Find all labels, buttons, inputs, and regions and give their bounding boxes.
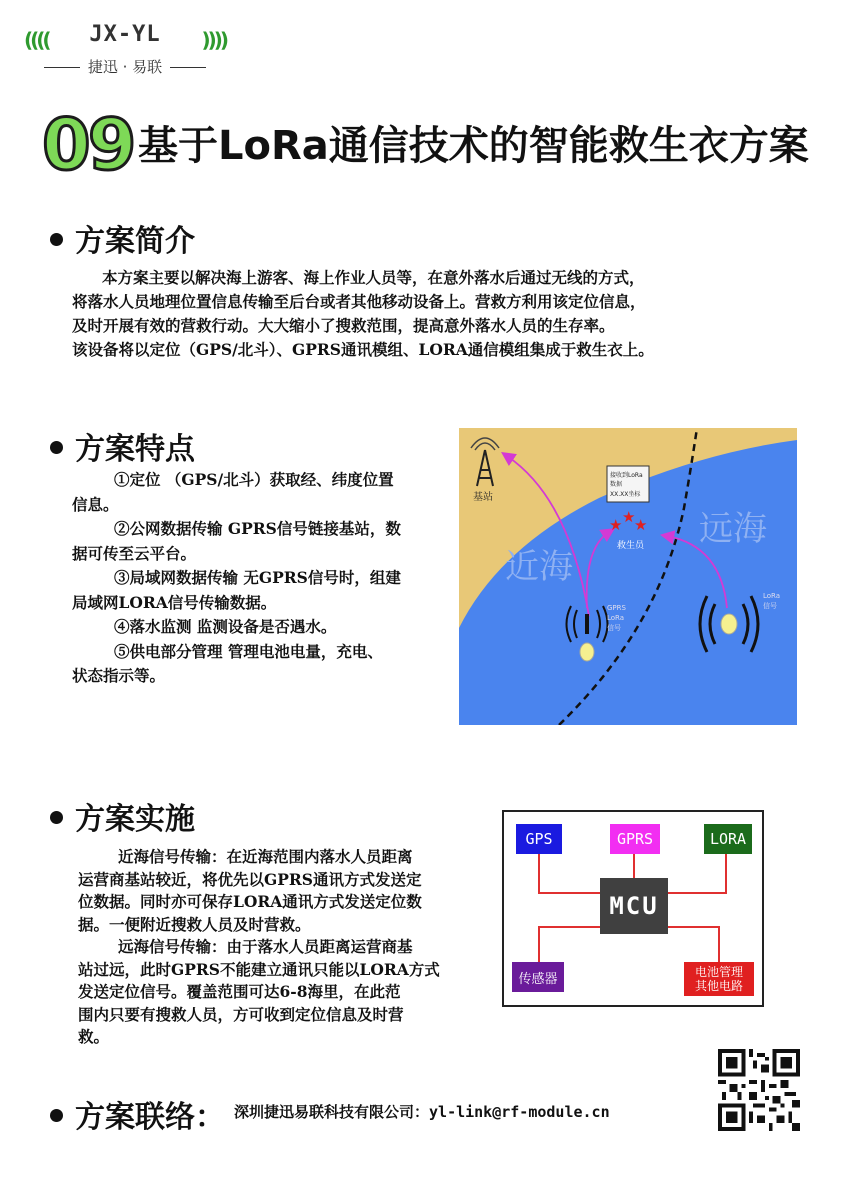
near-sea-label: 近海: [505, 547, 573, 587]
implementation-paragraph: [78, 846, 488, 1049]
logo-subtitle: 捷迅 · 易联: [20, 56, 230, 77]
bullet-icon: [50, 1109, 63, 1122]
intro-line: 本方案主要以解决海上游客、海上作业人员等，在意外落水后通过无线的方式，: [102, 268, 645, 287]
bullet-icon: [50, 811, 63, 824]
intro-paragraph: [72, 266, 792, 362]
gprs-block: GPRS: [610, 824, 660, 854]
far-device-label-2: 信号: [763, 602, 777, 610]
connector-line: [538, 854, 540, 894]
screen-line-1: 接收到LoRa: [610, 472, 643, 479]
lora-block: LORA: [704, 824, 752, 854]
system-block-diagram: [502, 810, 764, 1007]
feature-line: 局域网LORA信号传输数据。: [72, 592, 277, 612]
bullet-icon: [50, 441, 63, 454]
connector-line: [538, 926, 540, 962]
intro-line: 将落水人员地理位置信息传输至后台或者其他移动设备上。营救方利用该定位信息，: [72, 292, 646, 311]
near-person-marker: [580, 643, 594, 661]
connector-line: [668, 892, 727, 894]
connector-line: [538, 892, 600, 894]
implementation-line: 据。一便附近搜救人员及时营救。: [78, 914, 311, 934]
title-number: 09: [42, 104, 134, 186]
connector-line: [633, 854, 635, 878]
company-logo: [20, 22, 230, 82]
feature-line: 状态指示等。: [72, 666, 166, 685]
far-sea-label: 远海: [699, 509, 767, 549]
bullet-icon: [50, 233, 63, 246]
power-block-line-2: 其他电路: [694, 979, 743, 993]
intro-line: 及时开展有效的营救行动。大大缩小了搜救范围，提高意外落水人员的生存率。: [72, 316, 615, 335]
features-list: [72, 468, 456, 689]
far-person-marker: [721, 614, 737, 634]
section-heading-text: 方案特点: [75, 432, 195, 467]
implementation-line: 围内只要有搜救人员，方可收到定位信息及时营: [78, 1004, 404, 1024]
qr-code-icon: [718, 1048, 800, 1132]
contact-info: 深圳捷迅易联科技有限公司：yl-link@rf-module.cn: [234, 1103, 610, 1121]
rescuer-star-icon: ★: [609, 516, 623, 534]
connector-line: [668, 926, 720, 928]
section-heading-intro: [50, 216, 195, 260]
connector-line: [725, 854, 727, 894]
sensor-block: 传感器: [512, 962, 564, 992]
implementation-line: 近海信号传输：在近海范围内落水人员距离: [118, 847, 413, 866]
power-block-line-1: 电池管理: [694, 965, 743, 979]
near-device-label-3: 信号: [607, 624, 621, 632]
power-block: [684, 962, 754, 996]
section-heading-text: 方案实施: [75, 802, 195, 837]
near-device-label-1: GPRS: [607, 604, 626, 612]
far-device-label-1: LoRa: [763, 592, 781, 600]
signal-waves-left-icon: ((((: [24, 28, 49, 52]
gps-block: GPS: [516, 824, 562, 854]
mcu-block: MCU: [600, 878, 668, 934]
section-heading-features: [50, 424, 195, 468]
logo-text: JX-YL: [89, 22, 161, 47]
section-heading-text: 方案简介: [75, 224, 195, 259]
screen-line-2: 数据: [610, 481, 623, 488]
connector-line: [718, 926, 720, 962]
section-heading-text: 方案联络：: [75, 1100, 225, 1135]
connector-line: [538, 926, 600, 928]
screen-line-3: XX.XX坐标: [610, 491, 641, 498]
implementation-line: 位数据。同时亦可保存LORA通讯方式发送定位数: [78, 892, 422, 911]
rescuer-star-icon: ★: [634, 516, 648, 534]
rescuer-label: 救生员: [617, 541, 645, 551]
feature-line: 据可传至云平台。: [72, 543, 197, 563]
implementation-line: 救。: [78, 1027, 110, 1046]
feature-line: ②公网数据传输 GPRS信号链接基站，数: [114, 519, 401, 538]
near-device-label-2: LoRa: [607, 614, 625, 622]
feature-line: ④落水监测 监测设备是否遇水。: [114, 617, 337, 636]
feature-line: ⑤供电部分管理 管理电池电量，充电、: [114, 641, 383, 661]
rescue-scenario-map: [459, 428, 797, 725]
intro-line: 该设备将以定位（GPS/北斗）、GPRS通讯模组、LORA通信模组集成于救生衣上。: [72, 340, 654, 359]
implementation-line: 站过远，此时GPRS不能建立通讯只能以LORA方式: [78, 959, 440, 979]
implementation-line: 发送定位信号。覆盖范围可达6-8海里，在此范: [78, 982, 401, 1001]
signal-waves-right-icon: )))): [201, 28, 226, 52]
section-heading-contact: [50, 1092, 225, 1136]
feature-line: ①定位 （GPS/北斗）获取经、纬度位置: [114, 470, 394, 489]
rescuer-star-icon: ★: [622, 508, 636, 526]
section-heading-implementation: [50, 794, 195, 838]
feature-line: 信息。: [72, 494, 119, 514]
implementation-line: 运营商基站较近，将优先以GPRS通讯方式发送定: [78, 869, 422, 889]
page-title: 基于LoRa通信技术的智能救生衣方案: [138, 123, 809, 169]
tower-label: 基站: [473, 492, 493, 503]
implementation-line: 远海信号传输：由于落水人员距离运营商基: [118, 937, 413, 956]
feature-line: ③局域网数据传输 无GPRS信号时，组建: [114, 568, 401, 587]
